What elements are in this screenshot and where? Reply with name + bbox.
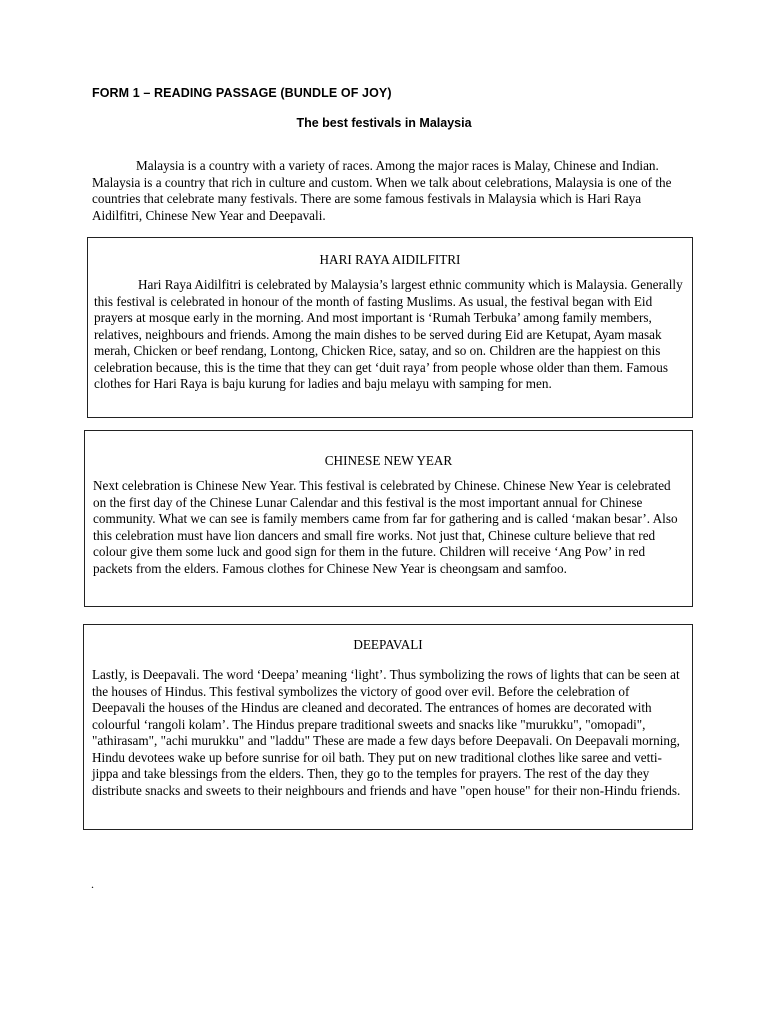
section-heading-deepavali: DEEPAVALI bbox=[353, 637, 423, 652]
section-body-chinese-new-year: Next celebration is Chinese New Year. This festival is celebrated by Chinese. Chinese New Year is celebrated on the first day of the Chinese Lunar Calendar and this festival is the most important annual for Chinese community. What we can see is family members came from far for gathering and is called ‘makan besar’. Also this celebration must have lion dancers and small fire works. Not just that, Chinese culture believe that red colour give them some luck and good sign for them in the future. Children will receive ‘Ang Pow’ in red packets from the elders. Famous clothes for Chinese New Year is cheongsam and samfoo. bbox=[93, 478, 678, 576]
section-box-hari-raya bbox=[87, 237, 693, 418]
intro-text: Malaysia is a country with a variety of races. Among the major races is Malay, Chinese and Indian. Malaysia is a country that rich in culture and custom. When we talk about celebrations, Malaysia is one of the countries that celebrate many festivals. There are some famous festivals in Malaysia which is Hari Raya Aidilfitri, Chinese New Year and Deepavali. bbox=[92, 158, 672, 223]
section-heading-chinese-new-year: CHINESE NEW YEAR bbox=[324, 453, 453, 468]
section-box-deepavali bbox=[83, 624, 693, 830]
footer-mark: . bbox=[91, 877, 94, 891]
intro-paragraph bbox=[92, 158, 682, 224]
section-heading-hari-raya: HARI RAYA AIDILFITRI bbox=[319, 252, 461, 267]
section-box-chinese-new-year bbox=[84, 430, 693, 607]
section-body-hari-raya bbox=[88, 268, 692, 393]
document-title: The best festivals in Malaysia bbox=[296, 116, 472, 130]
document-header: FORM 1 – READING PASSAGE (BUNDLE OF JOY) bbox=[92, 86, 392, 100]
section-text-hari-raya: Hari Raya Aidilfitri is celebrated by Malaysia’s largest ethnic community which is Malaysia. Generally this festival is celebrated in honour of the month of fasting Muslims. As usual, the festival began with Eid prayers at mosque early in the morning. And most important is ‘Rumah Terbuka’ among family members, relatives, neighbours and friends. Among the main dishes to be served during Eid are Ketupat, Ayam masak merah, Chicken or beef rendang, Lontong, Chicken Rice, satay, and so on. Children are the happiest on this celebration because, this is the time that they can get ‘duit raya’ from people whose older than them. Famous clothes for Hari Raya is baju kurung for ladies and baju melayu with samping for men. bbox=[94, 277, 683, 391]
section-body-deepavali: Lastly, is Deepavali. The word ‘Deepa’ meaning ‘light’. Thus symbolizing the rows of lights that can be seen at the houses of Hindus. This festival symbolizes the victory of good over evil. Before the celebration of Deepavali the houses of the Hindus are cleaned and decorated. The entrances of homes are decorated with colourful ‘rangoli kolam’. The Hindus prepare traditional sweets and snacks like "murukku", "omopadi", "athirasam", "achi murukku" and "laddu" These are made a few days before Deepavali. On Deepavali morning, Hindu devotees wake up before sunrise for oil bath. They put on new traditional clothes like saree and vetti-jippa and take blessings from the elders. Then, they go to the temples for prayers. The rest of the day they distribute snacks and sweets to their neighbours and friends and have "open house" for their non-Hindu friends. bbox=[92, 667, 681, 798]
